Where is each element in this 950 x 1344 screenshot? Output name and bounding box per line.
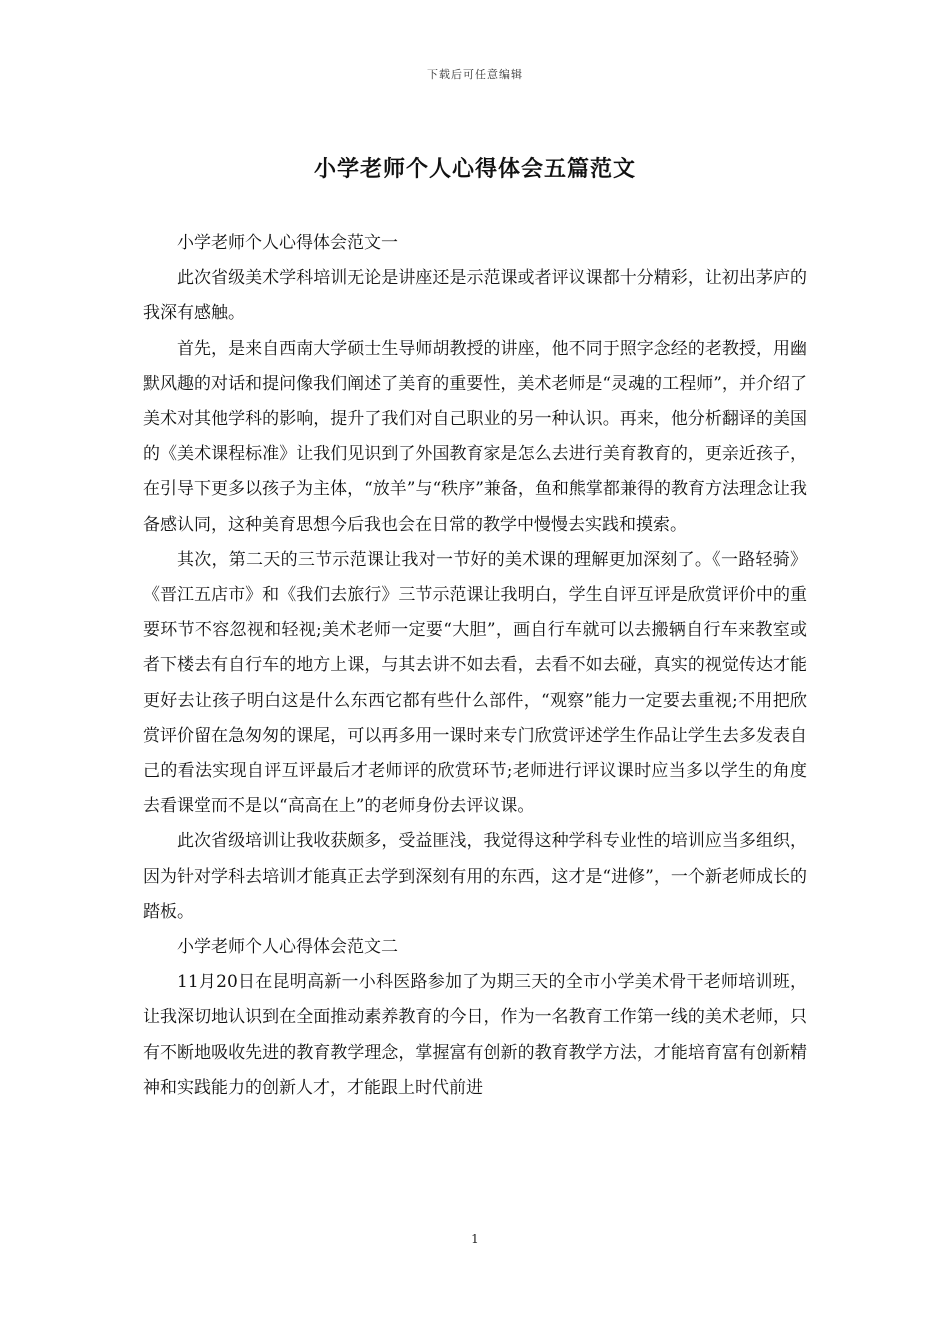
- document-body: [143, 226, 807, 1106]
- body-paragraph: 此次省级培训让我收获颇多，受益匪浅，我觉得这种学科专业性的培训应当多组织，因为针对学科去培训才能真正去学到深刻有用的东西，这才是“进修”，一个新老师成长的踏板。: [143, 831, 807, 922]
- header-note: 下载后可任意编辑: [427, 68, 523, 81]
- body-paragraph: 11月20日在昆明高新一小科医路参加了为期三天的全市小学美术骨干老师培训班，让我深切地认识到在全面推动素养教育的今日，作为一名教育工作第一线的美术老师，只有不断地吸收先进的教育教学理念，掌握富有创新的教育教学方法，才能培育富有创新精神和实践能力的创新人才，才能跟上时代前进: [143, 972, 807, 1098]
- body-paragraph: 此次省级美术学科培训无论是讲座还是示范课或者评议课都十分精彩，让初出茅庐的我深有感触。: [143, 268, 807, 324]
- body-paragraph: 首先，是来自西南大学硕士生导师胡教授的讲座，他不同于照字念经的老教授，用幽默风趣的对话和提问像我们阐述了美育的重要性，美术老师是“灵魂的工程师”，并介绍了美术对其他学科的影响，提升了我们对自己职业的另一种认识。再来，他分析翻译的美国的《美术课程标准》让我们见识到了外国教育家是怎么去进行美育教育的，更亲近孩子，在引导下更多以孩子为主体，“放羊”与“秩序”兼备，鱼和熊掌都兼得的教育方法理念让我备感认同，这种美育思想今后我也会在日常的教学中慢慢去实践和摸索。: [143, 338, 807, 535]
- body-paragraph: 其次，第二天的三节示范课让我对一节好的美术课的理解更加深刻了。《一路轻骑》《晋江五店市》和《我们去旅行》三节示范课让我明白，学生自评互评是欣赏评价中的重要环节不容忽视和轻视;美术老师一定要“大胆”，画自行车就可以去搬辆自行车来教室或者下楼去有自行车的地方上课，与其去讲不如去看，去看不如去碰，真实的视觉传达才能更好去让孩子明白这是什么东西它都有些什么部件，“观察”能力一定要去重视;不用把欣赏评价留在急匆匆的课尾，可以再多用一课时来专门欣赏评述学生作品让学生去多发表自己的看法实现自评互评最后才老师评的欣赏环节;老师进行评议课时应当多以学生的角度去看课堂而不是以“高高在上”的老师身份去评议课。: [143, 549, 807, 817]
- page-number: 1: [471, 1232, 479, 1246]
- document-title: 小学老师个人心得体会五篇范文: [313, 156, 636, 182]
- section-heading: 小学老师个人心得体会范文一: [177, 233, 398, 253]
- section-heading: 小学老师个人心得体会范文二: [177, 937, 398, 958]
